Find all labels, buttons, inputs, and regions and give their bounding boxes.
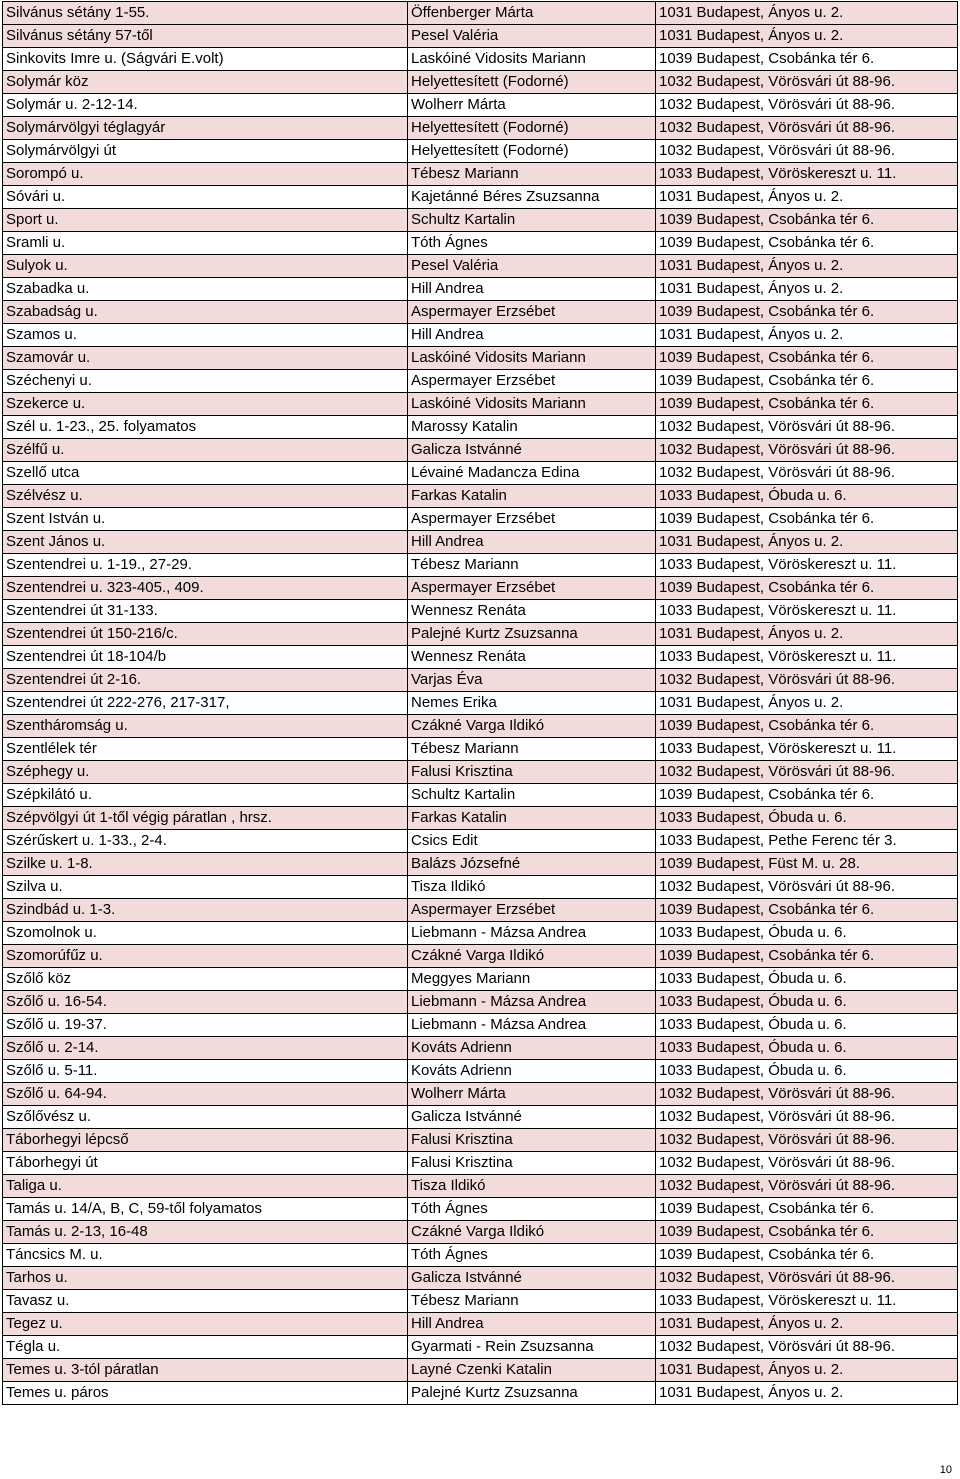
table-row [3, 1313, 958, 1336]
table-row [3, 1152, 958, 1175]
cell-address: 1033 Budapest, Óbuda u. 6. [656, 1014, 958, 1037]
cell-street: Szél u. 1-23., 25. folyamatos [3, 416, 408, 439]
cell-street: Táborhegyi lépcső [3, 1129, 408, 1152]
cell-name: Kováts Adrienn [408, 1037, 656, 1060]
cell-address: 1031 Budapest, Ányos u. 2. [656, 1382, 958, 1405]
table-row [3, 117, 958, 140]
cell-address: 1033 Budapest, Óbuda u. 6. [656, 991, 958, 1014]
table-row [3, 1014, 958, 1037]
cell-address: 1031 Budapest, Ányos u. 2. [656, 623, 958, 646]
table-row [3, 324, 958, 347]
cell-name: Kováts Adrienn [408, 1060, 656, 1083]
cell-name: Aspermayer Erzsébet [408, 301, 656, 324]
cell-street: Tavasz u. [3, 1290, 408, 1313]
cell-address: 1039 Budapest, Csobánka tér 6. [656, 945, 958, 968]
cell-address: 1039 Budapest, Csobánka tér 6. [656, 393, 958, 416]
cell-name: Nemes Erika [408, 692, 656, 715]
cell-address: 1039 Budapest, Füst M. u. 28. [656, 853, 958, 876]
table-row [3, 1382, 958, 1405]
cell-address: 1032 Budapest, Vörösvári út 88-96. [656, 439, 958, 462]
cell-street: Silvánus sétány 57-től [3, 25, 408, 48]
cell-street: Taliga u. [3, 1175, 408, 1198]
cell-street: Szérűskert u. 1-33., 2-4. [3, 830, 408, 853]
cell-street: Táncsics M. u. [3, 1244, 408, 1267]
table-row [3, 1175, 958, 1198]
cell-address: 1032 Budapest, Vörösvári út 88-96. [656, 1129, 958, 1152]
cell-address: 1032 Budapest, Vörösvári út 88-96. [656, 462, 958, 485]
cell-name: Tébesz Mariann [408, 554, 656, 577]
cell-name: Hill Andrea [408, 531, 656, 554]
cell-name: Schultz Kartalin [408, 784, 656, 807]
table-row [3, 25, 958, 48]
cell-street: Szent János u. [3, 531, 408, 554]
cell-address: 1032 Budapest, Vörösvári út 88-96. [656, 1106, 958, 1129]
assignment-table [2, 1, 958, 1405]
cell-address: 1032 Budapest, Vörösvári út 88-96. [656, 117, 958, 140]
cell-address: 1033 Budapest, Vöröskereszt u. 11. [656, 646, 958, 669]
cell-street: Szőlő u. 16-54. [3, 991, 408, 1014]
table-row [3, 485, 958, 508]
cell-name: Wolherr Márta [408, 1083, 656, 1106]
cell-name: Czákné Varga Ildikó [408, 715, 656, 738]
cell-address: 1031 Budapest, Ányos u. 2. [656, 186, 958, 209]
cell-address: 1031 Budapest, Ányos u. 2. [656, 531, 958, 554]
cell-address: 1039 Budapest, Csobánka tér 6. [656, 347, 958, 370]
table-row [3, 692, 958, 715]
table-row [3, 830, 958, 853]
table-row [3, 531, 958, 554]
cell-street: Temes u. páros [3, 1382, 408, 1405]
cell-address: 1032 Budapest, Vörösvári út 88-96. [656, 1267, 958, 1290]
cell-address: 1031 Budapest, Ányos u. 2. [656, 278, 958, 301]
table-row [3, 899, 958, 922]
cell-street: Szépkilátó u. [3, 784, 408, 807]
table-row [3, 48, 958, 71]
table-row [3, 94, 958, 117]
cell-address: 1032 Budapest, Vörösvári út 88-96. [656, 94, 958, 117]
cell-address: 1031 Budapest, Ányos u. 2. [656, 1359, 958, 1382]
cell-name: Wolherr Márta [408, 94, 656, 117]
cell-address: 1031 Budapest, Ányos u. 2. [656, 2, 958, 25]
cell-street: Solymár köz [3, 71, 408, 94]
cell-address: 1033 Budapest, Óbuda u. 6. [656, 1037, 958, 1060]
table-row [3, 991, 958, 1014]
table-row [3, 1129, 958, 1152]
table-row [3, 71, 958, 94]
cell-name: Tisza Ildikó [408, 1175, 656, 1198]
cell-street: Sport u. [3, 209, 408, 232]
table-row [3, 945, 958, 968]
table-row [3, 807, 958, 830]
cell-name: Wennesz Renáta [408, 600, 656, 623]
table-row [3, 1336, 958, 1359]
cell-street: Szentendrei út 2-16. [3, 669, 408, 692]
table-row [3, 646, 958, 669]
cell-name: Tóth Ágnes [408, 232, 656, 255]
cell-address: 1032 Budapest, Vörösvári út 88-96. [656, 669, 958, 692]
cell-street: Szamos u. [3, 324, 408, 347]
cell-name: Varjas Éva [408, 669, 656, 692]
cell-name: Tébesz Mariann [408, 1290, 656, 1313]
table-row [3, 1244, 958, 1267]
table-row [3, 922, 958, 945]
cell-street: Szépvölgyi út 1-től végig páratlan , hrsz. [3, 807, 408, 830]
table-row [3, 784, 958, 807]
table-row [3, 876, 958, 899]
cell-street: Szabadság u. [3, 301, 408, 324]
cell-name: Czákné Varga Ildikó [408, 945, 656, 968]
cell-street: Solymárvölgyi út [3, 140, 408, 163]
cell-name: Aspermayer Erzsébet [408, 577, 656, 600]
cell-address: 1032 Budapest, Vörösvári út 88-96. [656, 1336, 958, 1359]
cell-street: Szentendrei út 222-276, 217-317, [3, 692, 408, 715]
cell-address: 1039 Budapest, Csobánka tér 6. [656, 1244, 958, 1267]
table-row [3, 278, 958, 301]
cell-address: 1039 Budapest, Csobánka tér 6. [656, 209, 958, 232]
cell-name: Liebmann - Mázsa Andrea [408, 922, 656, 945]
cell-street: Szőlő köz [3, 968, 408, 991]
cell-address: 1039 Budapest, Csobánka tér 6. [656, 784, 958, 807]
cell-street: Szilva u. [3, 876, 408, 899]
cell-name: Laskóiné Vidosits Mariann [408, 393, 656, 416]
table-row [3, 577, 958, 600]
cell-street: Szentháromság u. [3, 715, 408, 738]
table-row [3, 853, 958, 876]
cell-address: 1039 Budapest, Csobánka tér 6. [656, 1221, 958, 1244]
table-row [3, 1037, 958, 1060]
table-row [3, 1267, 958, 1290]
cell-address: 1033 Budapest, Óbuda u. 6. [656, 922, 958, 945]
cell-address: 1032 Budapest, Vörösvári út 88-96. [656, 140, 958, 163]
cell-name: Palejné Kurtz Zsuzsanna [408, 623, 656, 646]
cell-street: Szőlő u. 64-94. [3, 1083, 408, 1106]
cell-street: Sinkovits Imre u. (Ságvári E.volt) [3, 48, 408, 71]
cell-street: Solymárvölgyi téglagyár [3, 117, 408, 140]
cell-street: Silvánus sétány 1-55. [3, 2, 408, 25]
cell-address: 1033 Budapest, Vöröskereszt u. 11. [656, 163, 958, 186]
cell-address: 1033 Budapest, Vöröskereszt u. 11. [656, 738, 958, 761]
cell-name: Hill Andrea [408, 1313, 656, 1336]
cell-street: Széchenyi u. [3, 370, 408, 393]
table-row [3, 209, 958, 232]
cell-name: Hill Andrea [408, 324, 656, 347]
cell-name: Csics Edit [408, 830, 656, 853]
cell-address: 1039 Budapest, Csobánka tér 6. [656, 508, 958, 531]
table-body [3, 2, 958, 1405]
table-row [3, 600, 958, 623]
cell-name: Tébesz Mariann [408, 163, 656, 186]
cell-name: Galicza Istvánné [408, 1267, 656, 1290]
cell-street: Tegez u. [3, 1313, 408, 1336]
cell-street: Szabadka u. [3, 278, 408, 301]
cell-street: Szélfű u. [3, 439, 408, 462]
table-row [3, 715, 958, 738]
table-row [3, 669, 958, 692]
cell-name: Laskóiné Vidosits Mariann [408, 347, 656, 370]
cell-address: 1033 Budapest, Óbuda u. 6. [656, 485, 958, 508]
cell-name: Falusi Krisztina [408, 1152, 656, 1175]
cell-street: Szentendrei út 150-216/c. [3, 623, 408, 646]
table-row [3, 1198, 958, 1221]
cell-street: Szentendrei út 18-104/b [3, 646, 408, 669]
table-row [3, 370, 958, 393]
table-row [3, 393, 958, 416]
cell-address: 1032 Budapest, Vörösvári út 88-96. [656, 71, 958, 94]
cell-address: 1039 Budapest, Csobánka tér 6. [656, 715, 958, 738]
table-row [3, 301, 958, 324]
cell-address: 1031 Budapest, Ányos u. 2. [656, 1313, 958, 1336]
cell-address: 1032 Budapest, Vörösvári út 88-96. [656, 416, 958, 439]
cell-address: 1031 Budapest, Ányos u. 2. [656, 25, 958, 48]
table-row [3, 347, 958, 370]
cell-street: Szentendrei út 31-133. [3, 600, 408, 623]
table-row [3, 1359, 958, 1382]
cell-address: 1039 Budapest, Csobánka tér 6. [656, 232, 958, 255]
table-row [3, 186, 958, 209]
cell-name: Gyarmati - Rein Zsuzsanna [408, 1336, 656, 1359]
cell-street: Szomorúfűz u. [3, 945, 408, 968]
cell-address: 1031 Budapest, Ányos u. 2. [656, 692, 958, 715]
cell-address: 1039 Budapest, Csobánka tér 6. [656, 1198, 958, 1221]
table-row [3, 1060, 958, 1083]
cell-name: Lévainé Madancza Edina [408, 462, 656, 485]
cell-street: Tégla u. [3, 1336, 408, 1359]
cell-street: Tarhos u. [3, 1267, 408, 1290]
cell-name: Farkas Katalin [408, 485, 656, 508]
cell-street: Szindbád u. 1-3. [3, 899, 408, 922]
cell-address: 1033 Budapest, Pethe Ferenc tér 3. [656, 830, 958, 853]
cell-name: Pesel Valéria [408, 255, 656, 278]
cell-address: 1032 Budapest, Vörösvári út 88-96. [656, 1083, 958, 1106]
cell-street: Tamás u. 2-13, 16-48 [3, 1221, 408, 1244]
cell-street: Szekerce u. [3, 393, 408, 416]
cell-address: 1032 Budapest, Vörösvári út 88-96. [656, 761, 958, 784]
cell-name: Liebmann - Mázsa Andrea [408, 1014, 656, 1037]
cell-address: 1031 Budapest, Ányos u. 2. [656, 255, 958, 278]
cell-street: Tamás u. 14/A, B, C, 59-től folyamatos [3, 1198, 408, 1221]
cell-address: 1039 Budapest, Csobánka tér 6. [656, 48, 958, 71]
cell-name: Aspermayer Erzsébet [408, 370, 656, 393]
table-row [3, 1106, 958, 1129]
cell-name: Falusi Krisztina [408, 1129, 656, 1152]
cell-name: Helyettesített (Fodorné) [408, 71, 656, 94]
cell-street: Széphegy u. [3, 761, 408, 784]
table-row [3, 761, 958, 784]
cell-name: Helyettesített (Fodorné) [408, 117, 656, 140]
cell-address: 1031 Budapest, Ányos u. 2. [656, 324, 958, 347]
cell-street: Szőlő u. 19-37. [3, 1014, 408, 1037]
cell-address: 1032 Budapest, Vörösvári út 88-96. [656, 1152, 958, 1175]
table-row [3, 738, 958, 761]
cell-name: Palejné Kurtz Zsuzsanna [408, 1382, 656, 1405]
cell-street: Szentendrei u. 323-405., 409. [3, 577, 408, 600]
cell-street: Szőlő u. 5-11. [3, 1060, 408, 1083]
cell-address: 1033 Budapest, Vöröskereszt u. 11. [656, 554, 958, 577]
cell-street: Sramli u. [3, 232, 408, 255]
cell-name: Schultz Kartalin [408, 209, 656, 232]
cell-street: Szellő utca [3, 462, 408, 485]
cell-street: Szélvész u. [3, 485, 408, 508]
table-row [3, 2, 958, 25]
cell-name: Galicza Istvánné [408, 1106, 656, 1129]
cell-name: Farkas Katalin [408, 807, 656, 830]
cell-name: Liebmann - Mázsa Andrea [408, 991, 656, 1014]
cell-street: Szilke u. 1-8. [3, 853, 408, 876]
cell-name: Tóth Ágnes [408, 1198, 656, 1221]
cell-name: Laskóiné Vidosits Mariann [408, 48, 656, 71]
table-row [3, 968, 958, 991]
cell-name: Czákné Varga Ildikó [408, 1221, 656, 1244]
cell-name: Meggyes Mariann [408, 968, 656, 991]
cell-name: Tisza Ildikó [408, 876, 656, 899]
table-row [3, 255, 958, 278]
cell-street: Solymár u. 2-12-14. [3, 94, 408, 117]
cell-name: Balázs Józsefné [408, 853, 656, 876]
cell-name: Tóth Ágnes [408, 1244, 656, 1267]
cell-street: Szent István u. [3, 508, 408, 531]
page-number: 10 [939, 1464, 952, 1476]
cell-street: Sorompó u. [3, 163, 408, 186]
table-row [3, 1290, 958, 1313]
cell-address: 1033 Budapest, Vöröskereszt u. 11. [656, 1290, 958, 1313]
cell-name: Pesel Valéria [408, 25, 656, 48]
cell-street: Temes u. 3-tól páratlan [3, 1359, 408, 1382]
cell-name: Öffenberger Márta [408, 2, 656, 25]
cell-street: Szőlővész u. [3, 1106, 408, 1129]
cell-name: Marossy Katalin [408, 416, 656, 439]
cell-address: 1033 Budapest, Vöröskereszt u. 11. [656, 600, 958, 623]
cell-street: Sóvári u. [3, 186, 408, 209]
cell-address: 1039 Budapest, Csobánka tér 6. [656, 370, 958, 393]
cell-address: 1039 Budapest, Csobánka tér 6. [656, 301, 958, 324]
table-row [3, 140, 958, 163]
cell-street: Szamovár u. [3, 347, 408, 370]
cell-name: Tébesz Mariann [408, 738, 656, 761]
table-row [3, 163, 958, 186]
cell-name: Hill Andrea [408, 278, 656, 301]
cell-street: Szentlélek tér [3, 738, 408, 761]
cell-name: Helyettesített (Fodorné) [408, 140, 656, 163]
table-row [3, 462, 958, 485]
cell-address: 1032 Budapest, Vörösvári út 88-96. [656, 876, 958, 899]
cell-name: Wennesz Renáta [408, 646, 656, 669]
table-row [3, 1083, 958, 1106]
cell-street: Szomolnok u. [3, 922, 408, 945]
table-row [3, 623, 958, 646]
cell-name: Layné Czenki Katalin [408, 1359, 656, 1382]
cell-address: 1032 Budapest, Vörösvári út 88-96. [656, 1175, 958, 1198]
table-row [3, 232, 958, 255]
cell-address: 1033 Budapest, Óbuda u. 6. [656, 807, 958, 830]
table-row [3, 508, 958, 531]
cell-address: 1033 Budapest, Óbuda u. 6. [656, 968, 958, 991]
cell-name: Aspermayer Erzsébet [408, 899, 656, 922]
cell-street: Szentendrei u. 1-19., 27-29. [3, 554, 408, 577]
cell-address: 1039 Budapest, Csobánka tér 6. [656, 577, 958, 600]
table-row [3, 554, 958, 577]
cell-street: Táborhegyi út [3, 1152, 408, 1175]
cell-name: Falusi Krisztina [408, 761, 656, 784]
table-row [3, 416, 958, 439]
table-row [3, 1221, 958, 1244]
cell-address: 1033 Budapest, Óbuda u. 6. [656, 1060, 958, 1083]
cell-name: Galicza Istvánné [408, 439, 656, 462]
cell-address: 1039 Budapest, Csobánka tér 6. [656, 899, 958, 922]
cell-name: Aspermayer Erzsébet [408, 508, 656, 531]
cell-name: Kajetánné Béres Zsuzsanna [408, 186, 656, 209]
cell-street: Szőlő u. 2-14. [3, 1037, 408, 1060]
table-row [3, 439, 958, 462]
cell-street: Sulyok u. [3, 255, 408, 278]
